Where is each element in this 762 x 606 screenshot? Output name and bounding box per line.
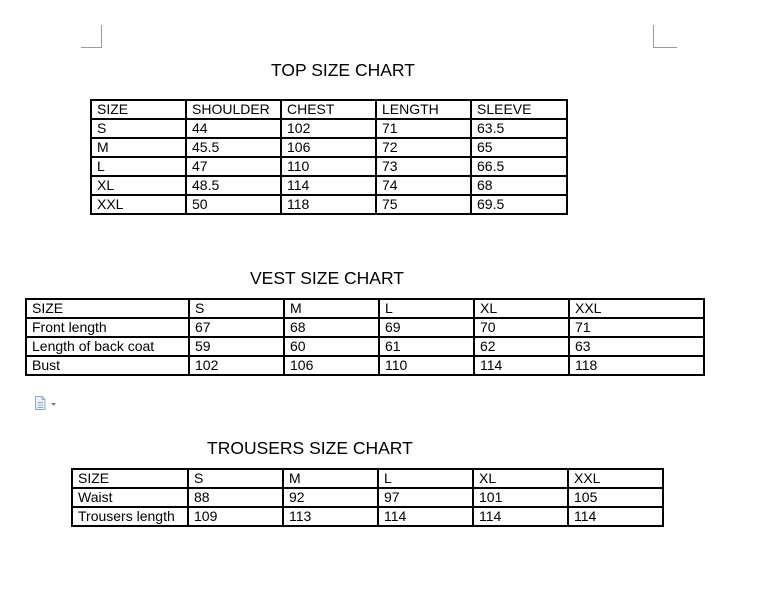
table-cell: XXL: [91, 195, 186, 214]
table-cell: 71: [569, 318, 704, 337]
table-cell: 45.5: [186, 138, 281, 157]
table-cell: 69.5: [471, 195, 567, 214]
table-cell: 68: [284, 318, 379, 337]
table-cell: 101: [473, 488, 568, 507]
table-cell: 61: [379, 337, 474, 356]
table-cell: 97: [378, 488, 473, 507]
paste-options-button[interactable]: [34, 396, 58, 410]
table-cell: S: [91, 119, 186, 138]
header-cell: SLEEVE: [471, 100, 567, 119]
table-cell: 69: [379, 318, 474, 337]
table-cell: 113: [283, 507, 378, 526]
table-cell: 88: [188, 488, 283, 507]
margin-corner-top-left: [81, 25, 102, 48]
table-cell: 48.5: [186, 176, 281, 195]
table-cell: 114: [568, 507, 663, 526]
header-cell: XL: [473, 469, 568, 488]
header-cell: XL: [474, 299, 569, 318]
table-cell: 92: [283, 488, 378, 507]
table-row: [91, 119, 567, 138]
table-header-row: [91, 100, 567, 119]
table-row: [26, 337, 704, 356]
table-cell: 110: [281, 157, 376, 176]
header-cell: XXL: [569, 299, 704, 318]
header-cell: S: [189, 299, 284, 318]
table-cell: 47: [186, 157, 281, 176]
vest-size-table: [25, 298, 705, 376]
table-cell: L: [91, 157, 186, 176]
table-cell: 109: [188, 507, 283, 526]
trousers-chart-title: TROUSERS SIZE CHART: [207, 438, 413, 458]
margin-corner-top-right: [653, 25, 677, 48]
table-cell: 114: [281, 176, 376, 195]
header-cell: L: [379, 299, 474, 318]
table-cell: 114: [473, 507, 568, 526]
table-cell: 62: [474, 337, 569, 356]
top-chart-title: TOP SIZE CHART: [271, 60, 415, 80]
table-row: [91, 176, 567, 195]
table-row: [26, 318, 704, 337]
header-cell: M: [283, 469, 378, 488]
table-cell: 66.5: [471, 157, 567, 176]
table-cell: 65: [471, 138, 567, 157]
table-cell: 74: [376, 176, 471, 195]
table-cell: 50: [186, 195, 281, 214]
table-cell: 114: [474, 356, 569, 375]
table-header-row: [72, 469, 663, 488]
table-cell: Length of back coat: [26, 337, 189, 356]
table-cell: 106: [281, 138, 376, 157]
table-cell: 68: [471, 176, 567, 195]
vest-chart-title: VEST SIZE CHART: [250, 268, 404, 288]
header-cell: SIZE: [72, 469, 188, 488]
trousers-size-table: [71, 468, 664, 527]
table-cell: 75: [376, 195, 471, 214]
table-cell: 60: [284, 337, 379, 356]
table-cell: 110: [379, 356, 474, 375]
table-cell: 67: [189, 318, 284, 337]
table-cell: XL: [91, 176, 186, 195]
table-cell: 102: [281, 119, 376, 138]
header-cell: S: [188, 469, 283, 488]
header-cell: XXL: [568, 469, 663, 488]
table-cell: 44: [186, 119, 281, 138]
table-row: [91, 195, 567, 214]
table-cell: 118: [569, 356, 704, 375]
paste-options-icon: [34, 396, 58, 410]
table-header-row: [26, 299, 704, 318]
table-cell: 63: [569, 337, 704, 356]
table-cell: 102: [189, 356, 284, 375]
table-cell: 59: [189, 337, 284, 356]
table-cell: 63.5: [471, 119, 567, 138]
table-cell: 118: [281, 195, 376, 214]
table-row: [26, 356, 704, 375]
top-size-table: [90, 99, 568, 215]
header-cell: LENGTH: [376, 100, 471, 119]
table-cell: 106: [284, 356, 379, 375]
table-row: [91, 138, 567, 157]
table-cell: 105: [568, 488, 663, 507]
table-row: [72, 507, 663, 526]
header-cell: L: [378, 469, 473, 488]
header-cell: M: [284, 299, 379, 318]
table-cell: M: [91, 138, 186, 157]
table-cell: 72: [376, 138, 471, 157]
table-cell: 114: [378, 507, 473, 526]
table-cell: Bust: [26, 356, 189, 375]
table-row: [91, 157, 567, 176]
table-cell: Waist: [72, 488, 188, 507]
header-cell: SIZE: [26, 299, 189, 318]
header-cell: SIZE: [91, 100, 186, 119]
table-cell: Front length: [26, 318, 189, 337]
header-cell: SHOULDER: [186, 100, 281, 119]
table-row: [72, 488, 663, 507]
header-cell: CHEST: [281, 100, 376, 119]
table-cell: Trousers length: [72, 507, 188, 526]
table-cell: 71: [376, 119, 471, 138]
table-cell: 73: [376, 157, 471, 176]
table-cell: 70: [474, 318, 569, 337]
